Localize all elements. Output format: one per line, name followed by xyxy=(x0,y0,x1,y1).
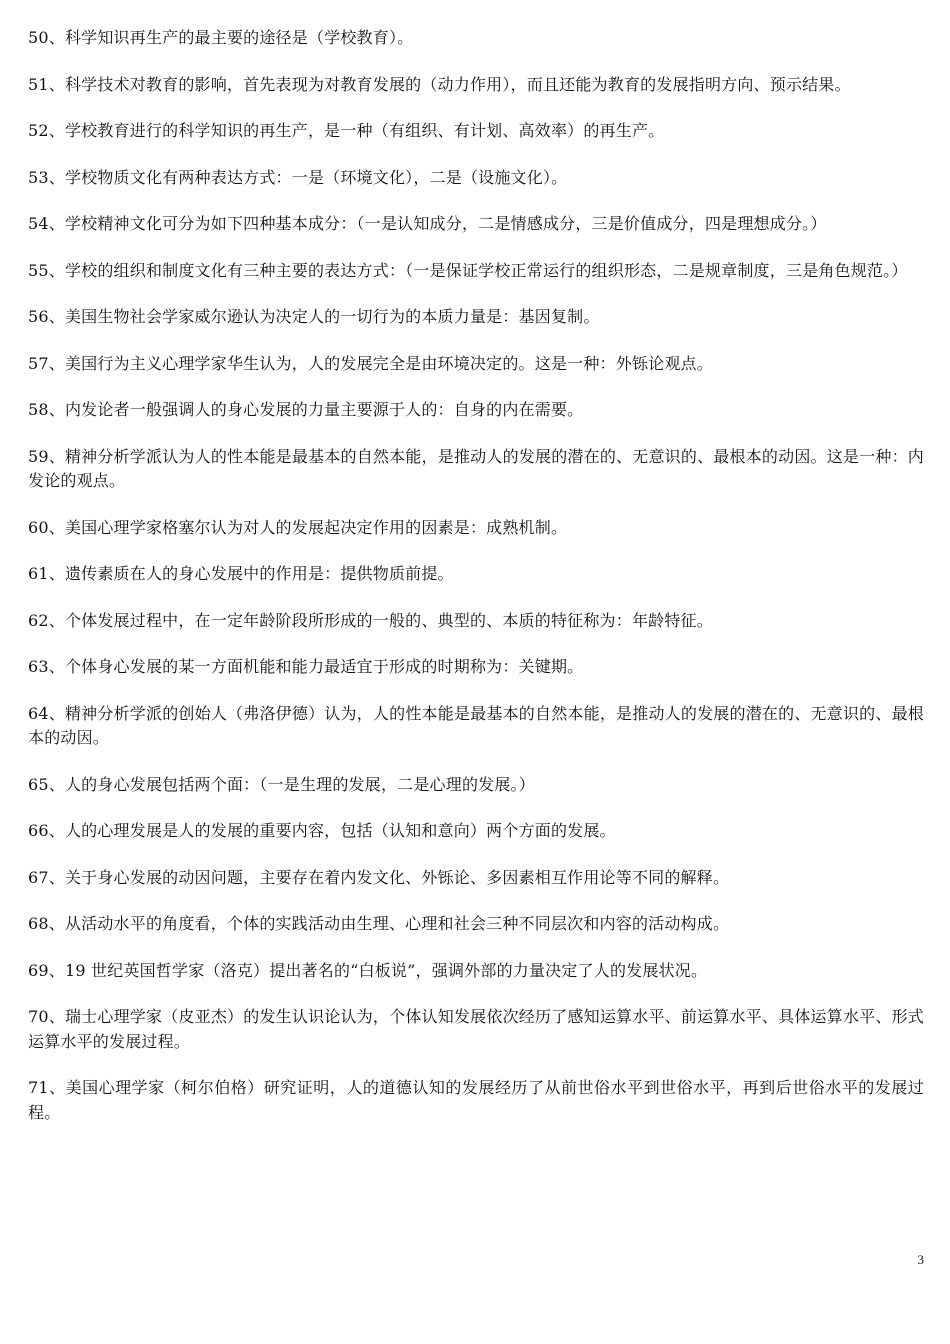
list-item: 50、科学知识再生产的最主要的途径是（学校教育）。 xyxy=(28,28,414,47)
list-item: 51、科学技术对教育的影响，首先表现为对教育发展的（动力作用），而且还能为教育的发展指明方向、预示结果。 xyxy=(28,74,851,94)
list-item: 59、精神分析学派认为人的性本能是最基本的自然本能，是推动人的发展的潜在的、无意识的、最根本的动因。这是一种：内发论的观点。 xyxy=(28,446,924,490)
list-item: 63、个体身心发展的某一方面机能和能力最适宜于形成的时期称为：关键期。 xyxy=(28,657,584,676)
list-item: 55、学校的组织和制度文化有三种主要的表达方式：（一是保证学校正常运行的组织形态，二是规章制度，三是角色规范。） xyxy=(28,260,908,280)
list-item: 57、美国行为主义心理学家华生认为，人的发展完全是由环境决定的。这是一种：外铄论观点。 xyxy=(28,353,713,373)
page-number: 3 xyxy=(917,1252,924,1267)
list-item: 65、人的身心发展包括两个面：（一是生理的发展，二是心理的发展。） xyxy=(28,774,535,794)
list-item: 56、美国生物社会学家威尔逊认为决定人的一切行为的本质力量是：基因复制。 xyxy=(28,307,600,326)
list-item: 64、精神分析学派的创始人（弗洛伊德）认为，人的性本能是最基本的自然本能，是推动人的发展的潜在的、无意识的、最根本的动因。 xyxy=(28,703,924,747)
list-item: 54、学校精神文化可分为如下四种基本成分：（一是认知成分，二是情感成分，三是价值成分，四是理想成分。） xyxy=(28,214,827,233)
document-body xyxy=(28,26,924,1147)
list-item: 68、从活动水平的角度看，个体的实践活动由生理、心理和社会三种不同层次和内容的活动构成。 xyxy=(28,914,730,933)
list-item: 71、美国心理学家（柯尔伯格）研究证明，人的道德认知的发展经历了从前世俗水平到世俗水平，再到后世俗水平的发展过程。 xyxy=(28,1078,924,1122)
list-item: 52、学校教育进行的科学知识的再生产，是一种（有组织、有计划、高效率）的再生产。 xyxy=(28,121,665,140)
list-item: 53、学校物质文化有两种表达方式：一是（环境文化），二是（设施文化）。 xyxy=(28,167,568,187)
list-item: 69、19 世纪英国哲学家（洛克）提出著名的“白板说”，强调外部的力量决定了人的发展状况。 xyxy=(28,960,708,980)
list-item: 67、关于身心发展的动因问题，主要存在着内发文化、外铄论、多因素相互作用论等不同的解释。 xyxy=(28,867,730,887)
list-item: 70、瑞士心理学家（皮亚杰）的发生认识论认为，个体认知发展依次经历了感知运算水平、前运算水平、具体运算水平、形式运算水平的发展过程。 xyxy=(28,1007,924,1051)
list-item: 66、人的心理发展是人的发展的重要内容，包括（认知和意向）两个方面的发展。 xyxy=(28,821,616,840)
list-item: 62、个体发展过程中，在一定年龄阶段所形成的一般的、典型的、本质的特征称为：年龄特征。 xyxy=(28,610,713,630)
list-item: 61、遗传素质在人的身心发展中的作用是：提供物质前提。 xyxy=(28,564,454,583)
list-item: 58、内发论者一般强调人的身心发展的力量主要源于人的：自身的内在需要。 xyxy=(28,400,584,419)
list-item: 60、美国心理学家格塞尔认为对人的发展起决定作用的因素是：成熟机制。 xyxy=(28,517,568,537)
